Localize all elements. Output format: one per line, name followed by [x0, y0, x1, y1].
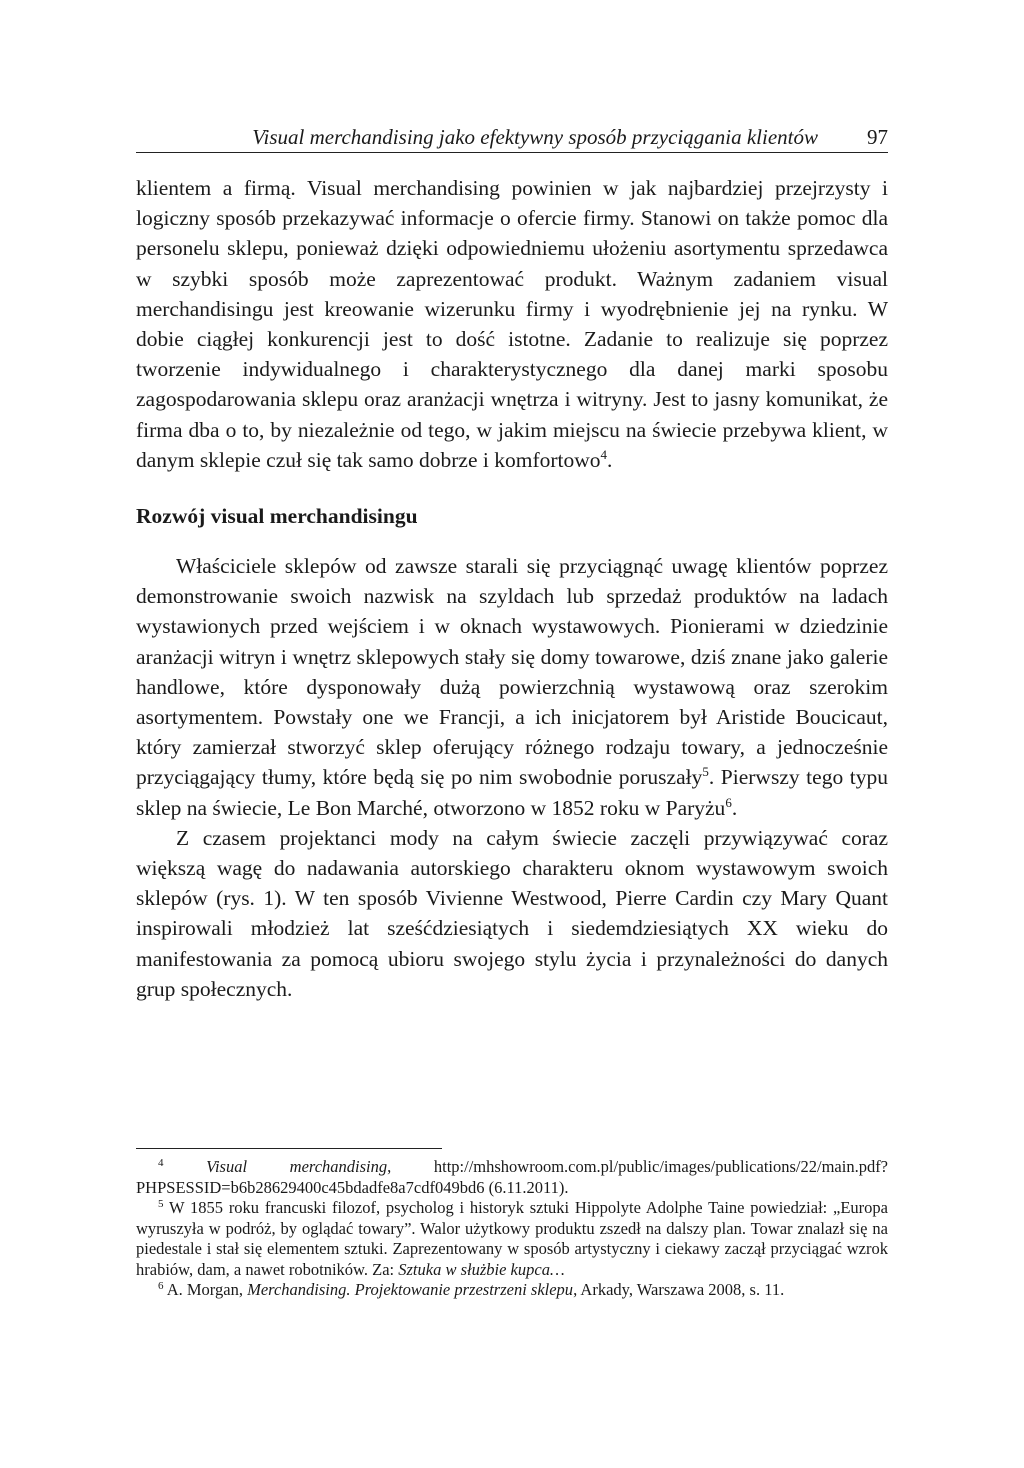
- footnote-number: 5: [158, 1198, 164, 1210]
- paragraph-2-end: .: [731, 795, 738, 820]
- footnote-number: 6: [158, 1280, 164, 1292]
- footnotes: [136, 1148, 888, 1301]
- footnote-ref-5: 5: [702, 764, 709, 780]
- footnote-title: Merchandising. Projektowanie przestrzeni sklepu: [247, 1280, 574, 1299]
- main-text: [136, 173, 888, 1004]
- footnote-title: Sztuka w służbie kupca…: [398, 1259, 565, 1279]
- footnote-5: [136, 1198, 888, 1280]
- paragraph-1-text: klientem a firmą. Visual merchandising powinien w jak najbardziej przejrzysty i logiczny sposób przekazywać informacje o ofercie firmy. Stanowi on także pomoc dla personelu sklepu, ponieważ dzięki odpowiedniemu ułożeniu asortymentu sprzedawca w szybki sposób może zaprezentować produkt. Ważnym zadaniem visual merchandisingu jest kreowanie wizerunku firmy i wyodrębnienie jej na rynku. W dobie ciągłej konkurencji jest to dość istotne. Zadanie to realizuje się poprzez tworzenie indywidualnego i charakterystycznego dla danej marki sposobu zagospodarowania sklepu oraz aranżacji wnętrza i witryny. Jest to jasny komunikat, że firma dba o to, by niezależnie od tego, w jakim miejscu na świecie przebywa klient, w danym sklepie czuł się tak samo dobrze i komfortowo: [136, 176, 888, 472]
- paragraph-1: [136, 173, 888, 475]
- footnote-text: W 1855 roku francuski filozof, psycholog i historyk sztuki Hippolyte Adolphe Taine powiedział: „Europa wyruszyła w podróż, by oglądać towary”. Walor użytkowy produktu zszedł na dalszy plan. Towar znalazł się na piedestale i stał się elementem sztuki. Zaprezentowany w sposób artystyczny i ciekawy zaczął przyciągać wzrok hrabiów, dam, a nawet robotników. Za:: [136, 1198, 888, 1279]
- paragraph-3: Z czasem projektanci mody na całym świecie zaczęli przywiązywać coraz większą wagę do nadawania autorskiego charakteru oknom wystawowym swoich sklepów (rys. 1). W ten sposób Vivienne Westwood, Pierre Cardin czy Mary Quant inspirowali młodzież lat sześćdziesiątych i siedemdziesiątych XX wieku do manifestowania za pomocą ubioru swojego stylu życia i przynależności do danych grup społecznych.: [136, 825, 888, 1001]
- footnote-text: , http://mhshowroom.com.pl/public/images/publications/22/main.pdf?PHPSESSID=b6b28629400c45bdadfe8a7cdf049bd6 (6.11.2011).: [136, 1157, 889, 1197]
- footnote-ref-6: 6: [725, 794, 732, 810]
- footnote-4: [136, 1157, 888, 1198]
- paragraph-2: [136, 551, 888, 823]
- section-heading: Rozwój visual merchandisingu: [136, 504, 418, 529]
- page-number: 97: [867, 125, 888, 149]
- footnote-separator: [136, 1148, 442, 1149]
- footnote-title: Visual merchandising: [206, 1157, 388, 1176]
- footnote-text: , Arkady, Warszawa 2008, s. 11.: [573, 1280, 785, 1299]
- running-title: Visual merchandising jako efektywny sposób przyciągania klientów: [252, 125, 818, 149]
- footnote-number: 4: [158, 1157, 164, 1169]
- footnote-6: [136, 1280, 888, 1301]
- footnote-ref-4: 4: [600, 446, 608, 462]
- paragraph-2-text-a: Właściciele sklepów od zawsze starali się przyciągnąć uwagę klientów poprzez demonstrowanie swoich nazwisk na szyldach lub sprzedaż produktów na ladach wystawionych przed wejściem i w oknach wystawowych. Pionierami w dziedzinie aranżacji witryn i wnętrz sklepowych stały się domy towarowe, dziś znane jako galerie handlowe, które dysponowały dużą powierzchnią wystawową oraz szerokim asortymentem. Powstały one we Francji, a ich inicjatorem był Aristide Boucicaut, który zamierzał stworzyć sklep oferujący różnego rodzaju towary, a jednocześnie przyciągający tłumy, które będą się po nim swobodnie poruszały: [136, 554, 888, 790]
- paragraph-2-text-b: . Pierwszy tego typu sklep na świecie, Le Bon Marché, otworzono w 1852 roku w Paryżu: [136, 765, 888, 820]
- paragraph-1-end: .: [607, 447, 613, 472]
- footnote-author: A. Morgan,: [166, 1280, 248, 1299]
- running-header: [136, 122, 888, 153]
